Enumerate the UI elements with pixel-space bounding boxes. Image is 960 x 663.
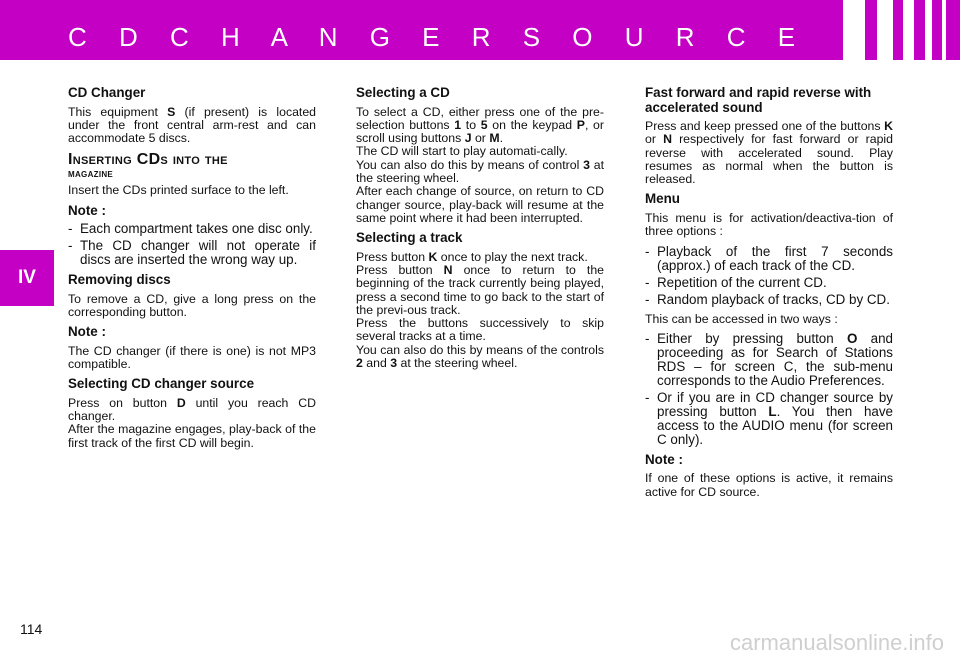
page-number: 114 <box>20 621 43 637</box>
header-stripe <box>877 0 893 60</box>
paragraph <box>68 106 316 146</box>
text: . <box>499 131 503 146</box>
header-stripe <box>942 0 946 60</box>
text: Press on button <box>68 395 167 410</box>
text: You can also do this by means of the controls <box>356 342 604 357</box>
key-label: D <box>176 395 186 410</box>
key-label: 1 <box>454 117 462 132</box>
header-stripe <box>843 0 865 60</box>
text: at the steering wheel. <box>400 356 518 371</box>
page-title: C D C H A N G E R S O U R C E <box>68 22 808 52</box>
text: once to return to the beginning of the track currently being played, press a second time to go back to the start of the previ-ous track. <box>356 262 604 317</box>
text: or <box>474 131 486 146</box>
text: You can also do this by means of control <box>356 157 580 172</box>
text: . You then have access to the AUDIO menu (for screen C only). <box>657 403 893 447</box>
text: magazine <box>68 168 114 181</box>
heading-menu: Menu <box>645 191 680 207</box>
text: Press and keep pressed one of the buttons <box>645 119 881 133</box>
key-label: N <box>443 262 453 277</box>
text: Press button <box>356 262 433 277</box>
note-list <box>68 222 316 267</box>
key-label: N <box>663 132 672 147</box>
key-label: 2 <box>356 356 363 371</box>
text: once to play the next track. <box>440 249 588 264</box>
heading-selecting-source: Selecting CD changer source <box>68 376 255 392</box>
paragraph: The CD changer (if there is one) is not MP3 compatible. <box>68 343 316 372</box>
key-label: O <box>846 330 858 346</box>
heading-inserting-cds <box>68 151 316 180</box>
key-label: P <box>576 117 585 132</box>
text: This equipment <box>68 104 158 119</box>
list-item <box>645 391 893 447</box>
paragraph: To remove a CD, give a long press on the corresponding button. <box>68 291 316 319</box>
text: Press button <box>356 249 426 264</box>
column-3 <box>645 86 893 505</box>
text: To select a CD, either press one of the pre-selection buttons <box>356 104 604 132</box>
note-heading: Note : <box>68 324 106 340</box>
text: Inserting CDs into the <box>68 151 228 169</box>
text: and <box>366 356 387 371</box>
list-item: - Repetition of the current CD. <box>645 276 893 290</box>
text: and proceeding as for Search of Stations RDS – for screen C, the sub-menu corresponds to the Audio Preferences. <box>657 330 893 388</box>
text: Either by pressing button <box>657 330 834 346</box>
list-item: - The CD changer will not operate if discs are inserted the wrong way up. <box>68 239 316 267</box>
header-bar <box>0 0 960 60</box>
paragraph: After each change of source, on return to CD changer source, play-back will resume at the same point where it had been interrupted. <box>356 184 604 225</box>
key-label: J <box>464 131 472 146</box>
paragraph: Press the buttons successively to skip several tracks at a time. <box>356 316 604 344</box>
text: respectively for fast forward or rapid reverse with accelerated sound. Play resumes as normal when the button is released. <box>645 132 894 187</box>
paragraph <box>356 106 604 146</box>
list-item: - Playback of the first 7 seconds (approx.) of each track of the CD. <box>645 245 893 273</box>
heading-removing-discs: Removing discs <box>68 272 171 288</box>
paragraph: After the magazine engages, play-back of the first track of the first CD will begin. <box>68 422 316 450</box>
heading-selecting-track: Selecting a track <box>356 230 463 246</box>
list-item: - Random playback of tracks, CD by CD. <box>645 293 893 307</box>
paragraph: This can be accessed in two ways : <box>645 311 838 326</box>
text: or <box>645 132 656 147</box>
list-item: - Each compartment takes one disc only. <box>68 222 316 236</box>
key-label: K <box>428 249 438 264</box>
section-tab: IV <box>0 250 54 306</box>
key-label: M <box>489 131 500 146</box>
text: to <box>465 117 477 132</box>
paragraph <box>356 344 604 371</box>
paragraph: If one of these options is active, it remains active for CD source. <box>645 471 893 499</box>
heading-cd-changer: CD Changer <box>68 85 146 100</box>
key-label: 3 <box>583 157 590 172</box>
key-label: L <box>768 403 777 419</box>
note-heading: Note : <box>68 202 106 218</box>
heading-selecting-cd: Selecting a CD <box>356 85 450 100</box>
note-heading: Note : <box>645 451 683 467</box>
watermark: carmanualsonline.info <box>729 630 944 655</box>
list-item <box>645 332 893 388</box>
paragraph: Insert the CDs printed surface to the left. <box>68 183 289 198</box>
paragraph: The CD will start to play automati-cally. <box>356 144 568 159</box>
paragraph <box>645 120 893 186</box>
key-label: 3 <box>390 356 398 371</box>
paragraph <box>356 251 604 264</box>
heading-fast-forward: Fast forward and rapid reverse with accelerated sound <box>645 85 872 115</box>
column-2 <box>356 86 604 376</box>
paragraph <box>356 264 604 317</box>
key-label: 5 <box>480 117 488 132</box>
text: (if present) is located under the front central arm-rest and can accommodate 5 discs. <box>68 104 317 146</box>
key-label: K <box>884 119 894 133</box>
header-stripe <box>925 0 932 60</box>
text: at the steering wheel. <box>356 157 605 185</box>
paragraph <box>68 397 316 424</box>
text: , or scroll using buttons <box>356 117 604 146</box>
access-list <box>645 332 893 447</box>
text: until you reach CD changer. <box>68 395 316 424</box>
menu-options-list <box>645 245 893 307</box>
key-label: S <box>167 104 176 119</box>
text: on the keypad <box>492 117 573 132</box>
paragraph: This menu is for activation/deactiva-tion of three options : <box>645 210 893 239</box>
paragraph <box>356 159 604 186</box>
text: Or if you are in CD changer source by pressing button <box>657 389 893 419</box>
column-1 <box>68 86 316 456</box>
header-stripe <box>903 0 914 60</box>
